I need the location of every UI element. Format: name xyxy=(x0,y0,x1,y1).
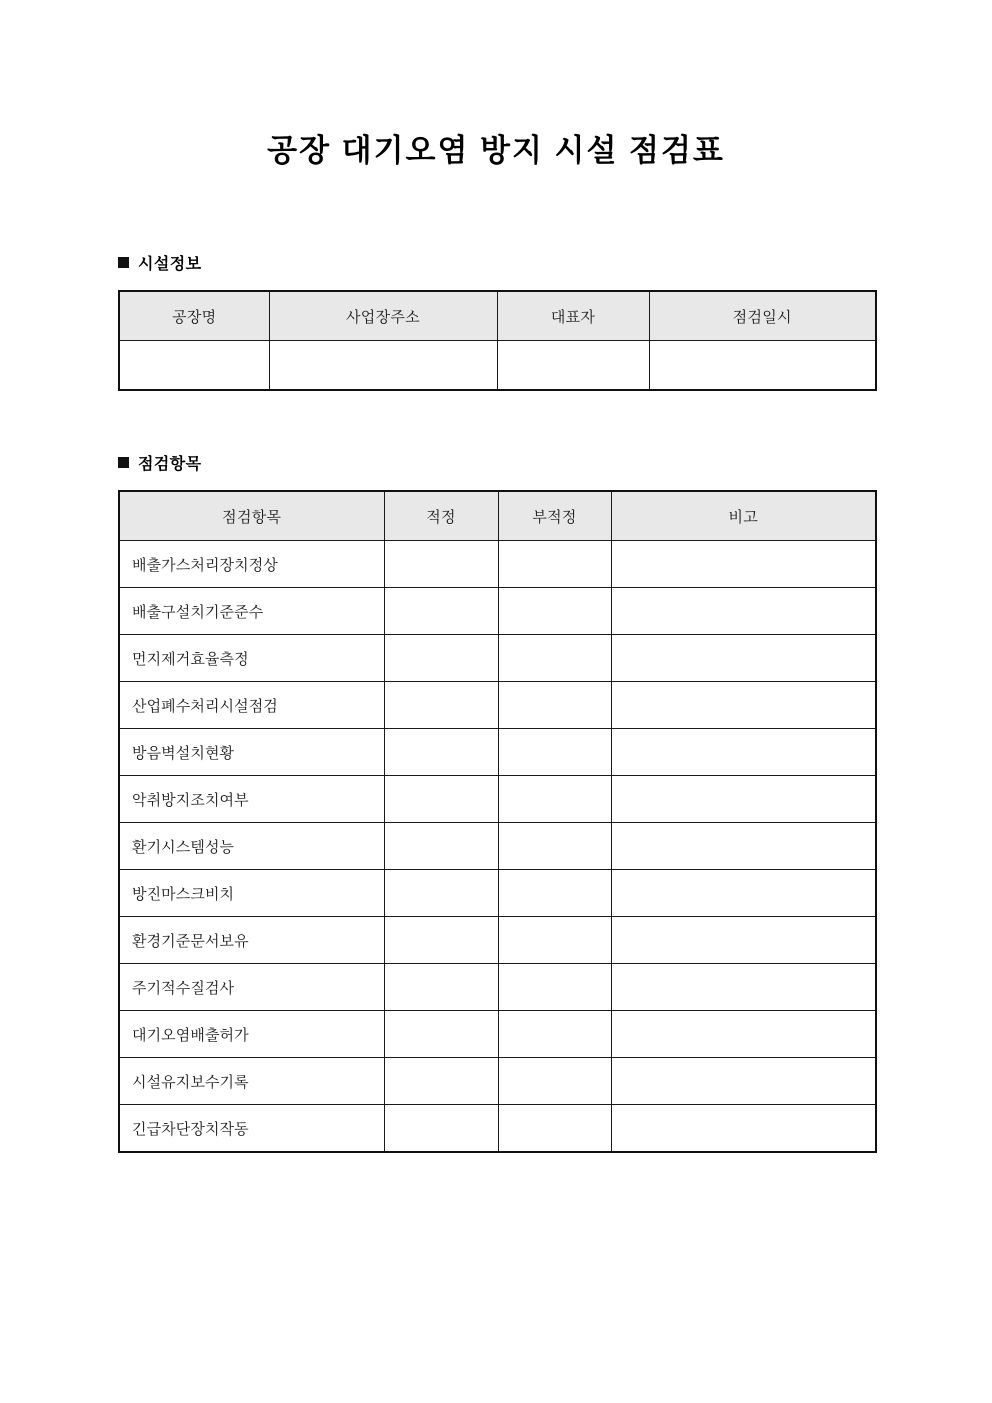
cell-representative[interactable] xyxy=(497,341,649,391)
square-bullet-icon xyxy=(118,457,129,468)
cell-inadequate[interactable] xyxy=(498,635,611,682)
cell-inadequate[interactable] xyxy=(498,1058,611,1105)
section-heading-checklist xyxy=(118,451,201,474)
cell-factory-name[interactable] xyxy=(119,341,269,391)
cell-inspection-item: 먼지제거효율측정 xyxy=(119,635,384,682)
cell-adequate[interactable] xyxy=(384,588,498,635)
cell-inspection-item: 방진마스크비치 xyxy=(119,870,384,917)
cell-remarks[interactable] xyxy=(611,823,876,870)
cell-inadequate[interactable] xyxy=(498,729,611,776)
cell-inadequate[interactable] xyxy=(498,1011,611,1058)
table-row xyxy=(119,635,876,682)
table-row xyxy=(119,1058,876,1105)
table-row xyxy=(119,964,876,1011)
cell-inadequate[interactable] xyxy=(498,964,611,1011)
table-row xyxy=(119,823,876,870)
section-heading-facility xyxy=(118,251,201,274)
cell-inspection-item: 환경기준문서보유 xyxy=(119,917,384,964)
cell-inspection-item: 배출구설치기준준수 xyxy=(119,588,384,635)
cell-inspection-item: 환기시스템성능 xyxy=(119,823,384,870)
cell-inspection-item: 산업폐수처리시설점검 xyxy=(119,682,384,729)
table-row xyxy=(119,341,876,391)
column-header-inadequate: 부적정 xyxy=(498,491,611,541)
table-row xyxy=(119,870,876,917)
table-header-row xyxy=(119,491,876,541)
cell-inspection-item: 악취방지조치여부 xyxy=(119,776,384,823)
cell-adequate[interactable] xyxy=(384,729,498,776)
cell-inadequate[interactable] xyxy=(498,776,611,823)
table-row xyxy=(119,682,876,729)
column-header-inspection-item: 점검항목 xyxy=(119,491,384,541)
cell-adequate[interactable] xyxy=(384,964,498,1011)
cell-inadequate[interactable] xyxy=(498,541,611,588)
table-row xyxy=(119,917,876,964)
cell-adequate[interactable] xyxy=(384,776,498,823)
cell-remarks[interactable] xyxy=(611,541,876,588)
column-header-representative: 대표자 xyxy=(497,291,649,341)
cell-inspection-datetime[interactable] xyxy=(649,341,876,391)
cell-remarks[interactable] xyxy=(611,635,876,682)
cell-inspection-item: 긴급차단장치작동 xyxy=(119,1105,384,1153)
cell-inadequate[interactable] xyxy=(498,823,611,870)
cell-inadequate[interactable] xyxy=(498,870,611,917)
table-row xyxy=(119,1011,876,1058)
cell-adequate[interactable] xyxy=(384,541,498,588)
page-title: 공장 대기오염 방지 시설 점검표 xyxy=(267,133,725,168)
column-header-factory-name: 공장명 xyxy=(119,291,269,341)
cell-adequate[interactable] xyxy=(384,682,498,729)
cell-remarks[interactable] xyxy=(611,1011,876,1058)
square-bullet-icon xyxy=(118,257,129,268)
cell-inadequate[interactable] xyxy=(498,588,611,635)
table-row xyxy=(119,588,876,635)
cell-inadequate[interactable] xyxy=(498,917,611,964)
table-row xyxy=(119,729,876,776)
table-row xyxy=(119,776,876,823)
cell-remarks[interactable] xyxy=(611,776,876,823)
cell-inspection-item: 대기오염배출허가 xyxy=(119,1011,384,1058)
cell-inspection-item: 방음벽설치현황 xyxy=(119,729,384,776)
cell-adequate[interactable] xyxy=(384,917,498,964)
column-header-business-address: 사업장주소 xyxy=(269,291,497,341)
cell-remarks[interactable] xyxy=(611,917,876,964)
cell-inspection-item: 주기적수질검사 xyxy=(119,964,384,1011)
table-header-row xyxy=(119,291,876,341)
inspection-items-table xyxy=(118,490,877,1153)
cell-inadequate[interactable] xyxy=(498,1105,611,1153)
cell-adequate[interactable] xyxy=(384,1105,498,1153)
cell-inspection-item: 시설유지보수기록 xyxy=(119,1058,384,1105)
cell-adequate[interactable] xyxy=(384,1058,498,1105)
cell-adequate[interactable] xyxy=(384,1011,498,1058)
cell-adequate[interactable] xyxy=(384,823,498,870)
cell-remarks[interactable] xyxy=(611,729,876,776)
facility-info-table xyxy=(118,290,877,391)
table-row xyxy=(119,1105,876,1153)
cell-business-address[interactable] xyxy=(269,341,497,391)
cell-adequate[interactable] xyxy=(384,870,498,917)
cell-remarks[interactable] xyxy=(611,1058,876,1105)
column-header-adequate: 적정 xyxy=(384,491,498,541)
cell-inadequate[interactable] xyxy=(498,682,611,729)
cell-adequate[interactable] xyxy=(384,635,498,682)
cell-inspection-item: 배출가스처리장치정상 xyxy=(119,541,384,588)
column-header-inspection-datetime: 점검일시 xyxy=(649,291,876,341)
cell-remarks[interactable] xyxy=(611,682,876,729)
cell-remarks[interactable] xyxy=(611,964,876,1011)
cell-remarks[interactable] xyxy=(611,588,876,635)
cell-remarks[interactable] xyxy=(611,870,876,917)
table-row xyxy=(119,541,876,588)
section-heading-checklist-label: 점검항목 xyxy=(138,456,202,473)
cell-remarks[interactable] xyxy=(611,1105,876,1153)
section-heading-facility-label: 시설정보 xyxy=(138,256,202,273)
column-header-remarks: 비고 xyxy=(611,491,876,541)
